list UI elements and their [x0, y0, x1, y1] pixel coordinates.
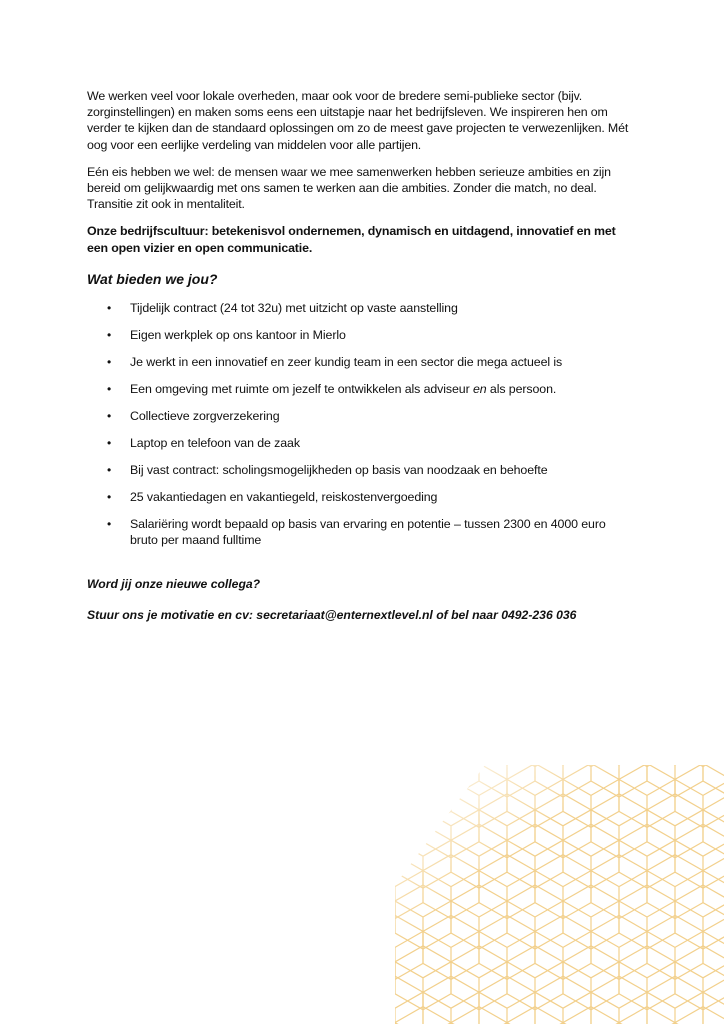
benefit-text: 25 vakantiedagen en vakantiegeld, reiskostenvergoeding	[130, 489, 438, 504]
bullet-icon: •	[107, 516, 112, 531]
bullet-icon: •	[107, 354, 112, 369]
benefit-text: Laptop en telefoon van de zaak	[130, 435, 300, 450]
hexagon-cell	[395, 976, 423, 1024]
benefit-text-before: Een omgeving met ruimte om jezelf te ontwikkelen als adviseur	[130, 381, 473, 396]
hexagon-cell	[395, 765, 423, 797]
bullet-icon: •	[107, 327, 112, 342]
intro-paragraph-1: We werken veel voor lokale overheden, maar ook voor de bredere semi-publieke sector (bijv. zorginstellingen) en maken soms eens een uitstapje naar het bedrijfsleven. We inspireren hen om verder te kijken dan de standaard oplossingen om zo de meest gave projecten te verwezenlijken. Mét oog voor een eerlijke verdeling van middelen voor alle partijen.	[87, 89, 629, 152]
offer-heading: Wat bieden we jou?	[87, 270, 218, 287]
benefit-item	[87, 462, 635, 479]
benefit-text: Je werkt in een innovatief en zeer kundig team in een sector die mega actueel is	[130, 354, 563, 369]
benefit-item	[87, 435, 635, 452]
benefit-text-emphasis: en	[472, 381, 487, 396]
benefits-list	[87, 300, 635, 549]
benefit-item	[87, 327, 635, 344]
document-body	[87, 88, 635, 623]
cta-contact-info: Stuur ons je motivatie en cv: secretariaat@enternextlevel.nl of bel naar 0492-236 036	[87, 607, 577, 622]
benefit-text: Eigen werkplek op ons kantoor in Mierlo	[130, 327, 346, 342]
benefit-item	[87, 408, 635, 425]
bullet-icon: •	[107, 462, 112, 477]
hexagon-pattern-icon	[395, 765, 724, 1024]
company-culture: Onze bedrijfscultuur: betekenisvol ondernemen, dynamisch en uitdagend, innovatief en met een open vizier en open communicatie.	[87, 224, 616, 255]
benefit-text: Bij vast contract: scholingsmogelijkheden op basis van noodzaak en behoefte	[130, 462, 548, 477]
benefit-item	[87, 381, 635, 398]
benefit-item	[87, 300, 635, 317]
hexagon-cell	[675, 1007, 724, 1024]
benefit-item	[87, 354, 635, 371]
benefit-text: Collectieve zorgverzekering	[130, 408, 280, 423]
cta-question: Word jij onze nieuwe collega?	[87, 576, 261, 591]
benefit-item	[87, 516, 635, 549]
bullet-icon: •	[107, 435, 112, 450]
benefit-text: Salariëring wordt bepaald op basis van ervaring en potentie – tussen 2300 en 4000 euro bruto per maand fulltime	[130, 516, 606, 548]
bullet-icon: •	[107, 381, 112, 396]
benefit-item	[87, 489, 635, 506]
benefit-text-after: als persoon.	[486, 381, 557, 396]
bullet-icon: •	[107, 489, 112, 504]
benefit-text	[130, 382, 556, 396]
intro-paragraph-2: Eén eis hebben we wel: de mensen waar we mee samenwerken hebben serieuze ambities en zijn bereid om gelijkwaardig met ons samen te werken aan die ambities. Zonder die match, no deal. Transitie zit ook in mentaliteit.	[87, 164, 611, 212]
benefit-text: Tijdelijk contract (24 tot 32u) met uitzicht op vaste aanstelling	[130, 300, 458, 315]
bullet-icon: •	[107, 300, 112, 315]
bullet-icon: •	[107, 408, 112, 423]
